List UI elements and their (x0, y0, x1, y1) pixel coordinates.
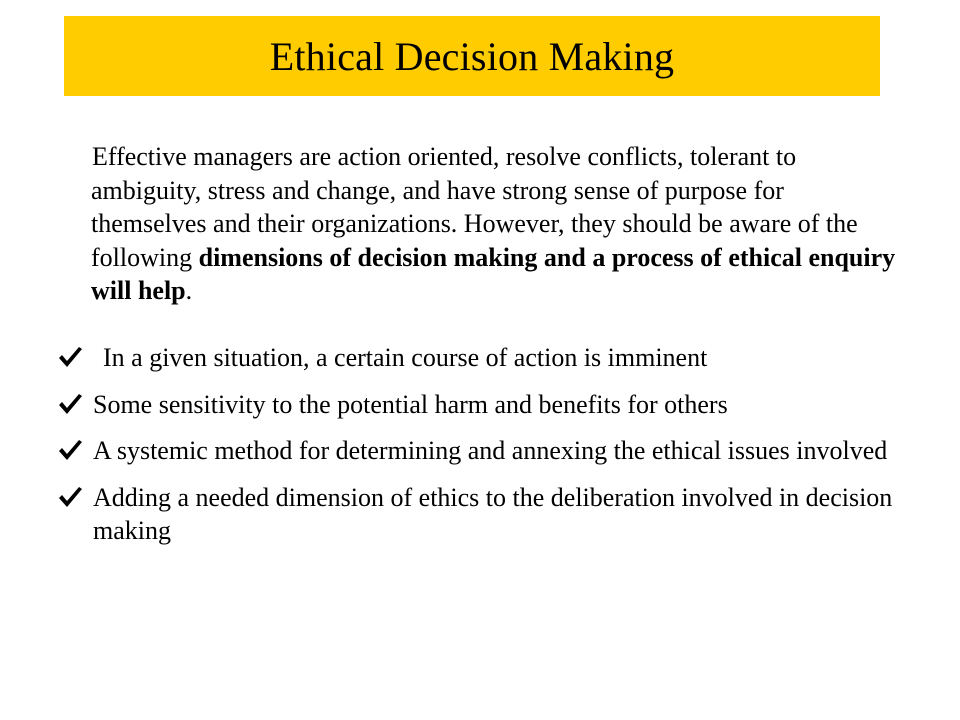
intro-end-text: . (185, 276, 193, 305)
bullet-text: Some sensitivity to the potential harm and benefits for others (93, 389, 728, 419)
list-item (56, 434, 906, 468)
check-icon (56, 436, 84, 464)
bullet-text: In a given situation, a certain course of action is imminent (103, 343, 708, 372)
title-banner (64, 16, 880, 96)
bullet-list (56, 341, 906, 561)
bullet-text: Adding a needed dimension of ethics to the deliberation involved in decision making (93, 482, 893, 545)
list-item (56, 388, 906, 422)
list-item (56, 341, 906, 375)
bullet-text: A systemic method for determining and annexing the ethical issues involved (93, 436, 888, 465)
list-item (56, 481, 906, 548)
intro-plain-text: Effective managers are action oriented, resolve conflicts, tolerant to ambiguity, stress and change, and have strong sense of purpose for themselves and their organizations. However, they should be aware of the following (91, 142, 858, 272)
check-icon (56, 343, 84, 371)
intro-paragraph (91, 140, 899, 308)
intro-bold-text: dimensions of decision making and a process of ethical enquiry will help (91, 242, 896, 305)
slide-title: Ethical Decision Making (269, 33, 675, 79)
check-icon (56, 390, 84, 418)
intro-text (91, 140, 899, 308)
check-icon (56, 483, 84, 511)
